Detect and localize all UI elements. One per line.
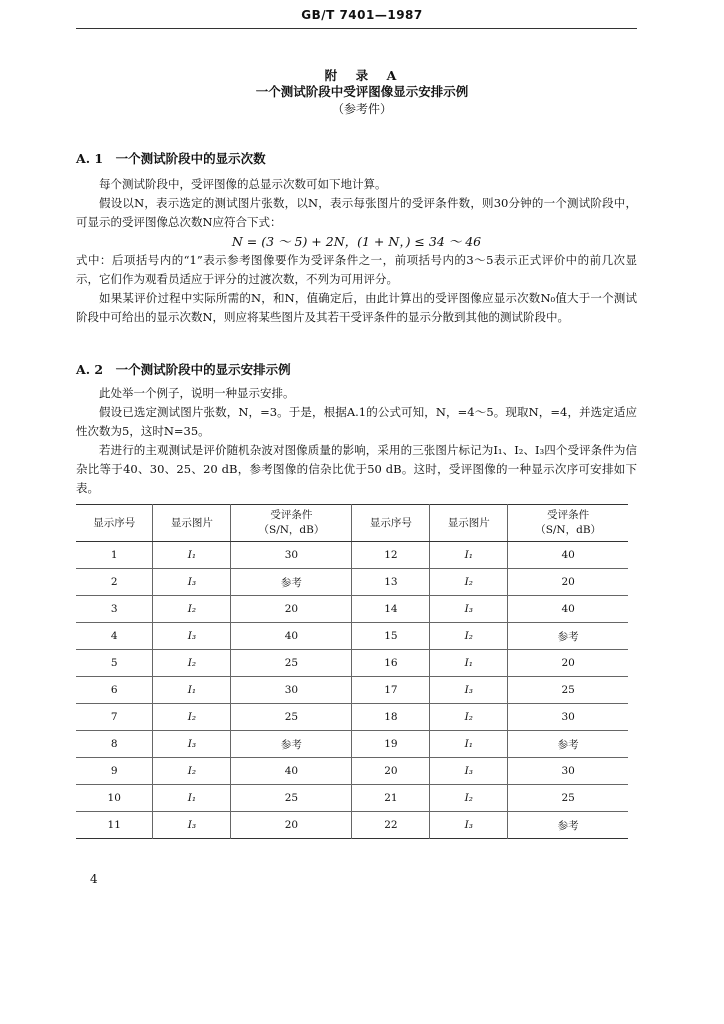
cell-seq: 8 [110,738,118,750]
appendix-subtitle: 一个测试阶段中受评图像显示安排示例 [255,84,469,99]
cell-pic: I₂ [153,704,231,731]
header-seq: 显示序号 [352,505,430,542]
cell-seq: 11 [107,819,121,831]
appendix-note: （参考件） [331,102,392,116]
paragraph: 式中：后项括号内的“1”表示参考图像要作为受评条件之一，前项括号内的3～5表示正式评价中的前几次显示，它们作为观看员适应于评分的过渡次数，不列为可用评分。 [76,253,637,286]
table-row [76,650,628,677]
cell-cond: 40 [231,758,352,785]
cell-pic: I₁ [430,542,508,569]
table-row [76,704,628,731]
cell-cond: 20 [508,650,628,677]
cell-seq: 12 [352,542,430,569]
cell-pic: I₃ [153,731,231,758]
cell-pic: I₂ [430,623,508,650]
page-number: 4 [90,872,98,886]
cell-pic: I₃ [153,569,231,596]
table-row [76,596,628,623]
cell-seq: 6 [110,684,118,696]
cell-pic: I₃ [153,812,231,839]
header-pic: 显示图片 [153,505,231,542]
cell-pic: I₃ [153,623,231,650]
section-a2-body [76,384,637,498]
cell-cond: 30 [231,677,352,704]
table-row [76,623,628,650]
table-row [76,542,628,569]
paragraph: 如果某评价过程中实际所需的N，和N，值确定后，由此计算出的受评图像应显示次数N₀值大于一个测试阶段中可给出的显示次数N，则应将某些图片及其若干受评条件的显示分散到其他的测试阶段中。 [76,291,637,324]
cell-seq: 22 [352,812,430,839]
cell-seq: 14 [352,596,430,623]
table-row [76,758,628,785]
cell-seq: 18 [352,704,430,731]
cell-seq: 15 [352,623,430,650]
cell-seq: 4 [110,630,118,642]
cell-cond: 40 [508,596,628,623]
cell-pic: I₂ [153,596,231,623]
header-seq: 显示序号 [76,505,153,542]
header-cond: 受评条件 （S/N，dB） [508,505,628,542]
cell-pic: I₂ [430,785,508,812]
section-a1-body [76,175,637,327]
table-row [76,677,628,704]
cell-pic: I₂ [430,704,508,731]
cell-pic: I₁ [430,731,508,758]
table-row [76,569,628,596]
paragraph: 假设以N，表示选定的测试图片张数，以N，表示每张图片的受评条件数，则30分钟的一个测试阶段中，可显示的受评图像总次数N应符合下式： [76,196,637,229]
table-row [76,731,628,758]
cell-pic: I₃ [430,812,508,839]
formula: N = (3 ～ 5) + 2N，(1 + N，) ≤ 34 ～ 46 [231,234,482,249]
table-row [76,812,628,839]
cell-cond: 25 [231,785,352,812]
standard-number-header: GB/T 7401—1987 [301,8,423,22]
cell-cond: 25 [231,650,352,677]
cell-cond: 参考 [231,569,352,596]
cell-cond: 30 [231,542,352,569]
cell-pic: I₂ [153,758,231,785]
cell-cond: 25 [508,785,628,812]
cell-seq: 19 [352,731,430,758]
cell-cond: 25 [231,704,352,731]
cell-pic: I₃ [430,758,508,785]
cell-cond: 20 [508,569,628,596]
cell-seq: 17 [352,677,430,704]
cell-cond: 20 [231,812,352,839]
header-cond: 受评条件 （S/N，dB） [231,505,352,542]
cell-cond: 40 [231,623,352,650]
cell-pic: I₂ [153,650,231,677]
section-heading-a1: A. 1 一个测试阶段中的显示次数 [76,151,266,166]
cell-pic: I₃ [430,596,508,623]
cell-seq: 9 [110,765,118,777]
cell-seq: 7 [110,711,118,723]
cell-seq: 13 [352,569,430,596]
cell-seq: 2 [110,576,118,588]
cell-pic: I₁ [153,677,231,704]
cell-seq: 3 [110,603,118,615]
cell-cond: 20 [231,596,352,623]
section-heading-a2: A. 2 一个测试阶段中的显示安排示例 [76,362,291,377]
paragraph: 每个测试阶段中，受评图像的总显示次数可如下地计算。 [99,177,387,191]
cell-seq: 1 [110,549,118,561]
table-row [76,785,628,812]
cell-seq: 20 [352,758,430,785]
display-schedule-table [76,504,628,839]
cell-cond: 参考 [508,812,628,839]
header-pic: 显示图片 [430,505,508,542]
cell-cond: 参考 [508,623,628,650]
cell-cond: 40 [508,542,628,569]
cell-pic: I₁ [430,650,508,677]
cell-pic: I₁ [153,542,231,569]
table-header-row [76,505,628,542]
cell-cond: 30 [508,758,628,785]
cell-pic: I₂ [430,569,508,596]
header-rule [76,28,637,29]
paragraph: 若进行的主观测试是评价随机杂波对图像质量的影响，采用的三张图片标记为I₁、I₂、I₃四个受评条件为信杂比等于40、30、25、20 dB，参考图像的信杂比优于50 dB。这时，受评图像的一种显示次序可安排如下表。 [76,443,637,495]
cell-pic: I₃ [430,677,508,704]
cell-cond: 30 [508,704,628,731]
paragraph: 假设已选定测试图片张数，N，=3。于是，根据A.1的公式可知，N，=4～5。现取N，=4，并选定适应性次数为5，这时N=35。 [76,405,637,438]
cell-pic: I₁ [153,785,231,812]
cell-cond: 25 [508,677,628,704]
cell-cond: 参考 [231,731,352,758]
cell-cond: 参考 [508,731,628,758]
cell-seq: 10 [107,792,121,804]
appendix-title: 附 录 A [324,68,400,83]
paragraph: 此处举一个例子，说明一种显示安排。 [99,386,295,400]
cell-seq: 21 [352,785,430,812]
cell-seq: 5 [110,657,118,669]
cell-seq: 16 [352,650,430,677]
